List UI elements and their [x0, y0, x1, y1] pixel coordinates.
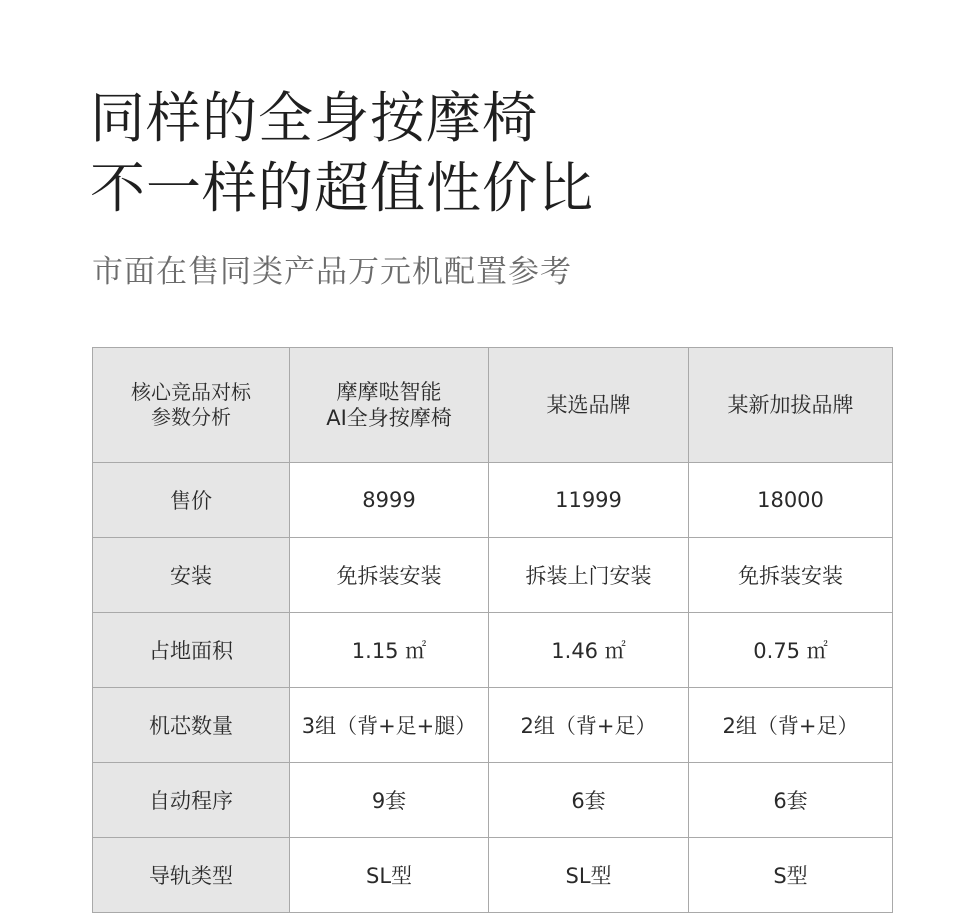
table-cell: 1.15 ㎡	[290, 613, 489, 688]
table-cell: S型	[689, 838, 893, 913]
column-header-brand-a: 某选品牌	[489, 348, 689, 463]
row-label-rail-type: 导轨类型	[93, 838, 290, 913]
table-row	[93, 463, 893, 538]
table-cell: 2组（背+足）	[689, 688, 893, 763]
corner-header-line-1: 核心竞品对标	[131, 380, 251, 404]
table-cell: 2组（背+足）	[489, 688, 689, 763]
subheading: 市面在售同类产品万元机配置参考	[92, 254, 572, 290]
row-label-installation: 安装	[93, 538, 290, 613]
column-header-momoda-line-2: AI全身按摩椅	[326, 406, 452, 430]
table-cell: SL型	[290, 838, 489, 913]
table-cell: 18000	[689, 463, 893, 538]
table-row	[93, 763, 893, 838]
row-label-price: 售价	[93, 463, 290, 538]
table-cell: 6套	[689, 763, 893, 838]
table-row	[93, 838, 893, 913]
row-label-footprint: 占地面积	[93, 613, 290, 688]
table-cell: 1.46 ㎡	[489, 613, 689, 688]
table-cell: 拆装上门安装	[489, 538, 689, 613]
table-cell: 3组（背+足+腿）	[290, 688, 489, 763]
row-label-movement-count: 机芯数量	[93, 688, 290, 763]
corner-header-line-2: 参数分析	[151, 405, 231, 429]
table-cell: SL型	[489, 838, 689, 913]
table-cell: 8999	[290, 463, 489, 538]
headline-line-1: 同样的全身按摩椅	[90, 86, 539, 150]
table-cell: 0.75 ㎡	[689, 613, 893, 688]
row-label-auto-programs: 自动程序	[93, 763, 290, 838]
table-cell: 11999	[489, 463, 689, 538]
column-header-momoda-line-1: 摩摩哒智能	[336, 379, 442, 404]
corner-header-cell	[93, 348, 290, 463]
table-cell: 6套	[489, 763, 689, 838]
comparison-table	[92, 347, 893, 913]
table-cell: 9套	[290, 763, 489, 838]
headline-line-2: 不一样的超值性价比	[90, 156, 595, 220]
table-header-row	[93, 348, 893, 463]
column-header-brand-b: 某新加拔品牌	[689, 348, 893, 463]
column-header-momoda	[290, 348, 489, 463]
table-row	[93, 688, 893, 763]
table-row	[93, 538, 893, 613]
table-cell: 免拆装安装	[689, 538, 893, 613]
table-cell: 免拆装安装	[290, 538, 489, 613]
table-row	[93, 613, 893, 688]
